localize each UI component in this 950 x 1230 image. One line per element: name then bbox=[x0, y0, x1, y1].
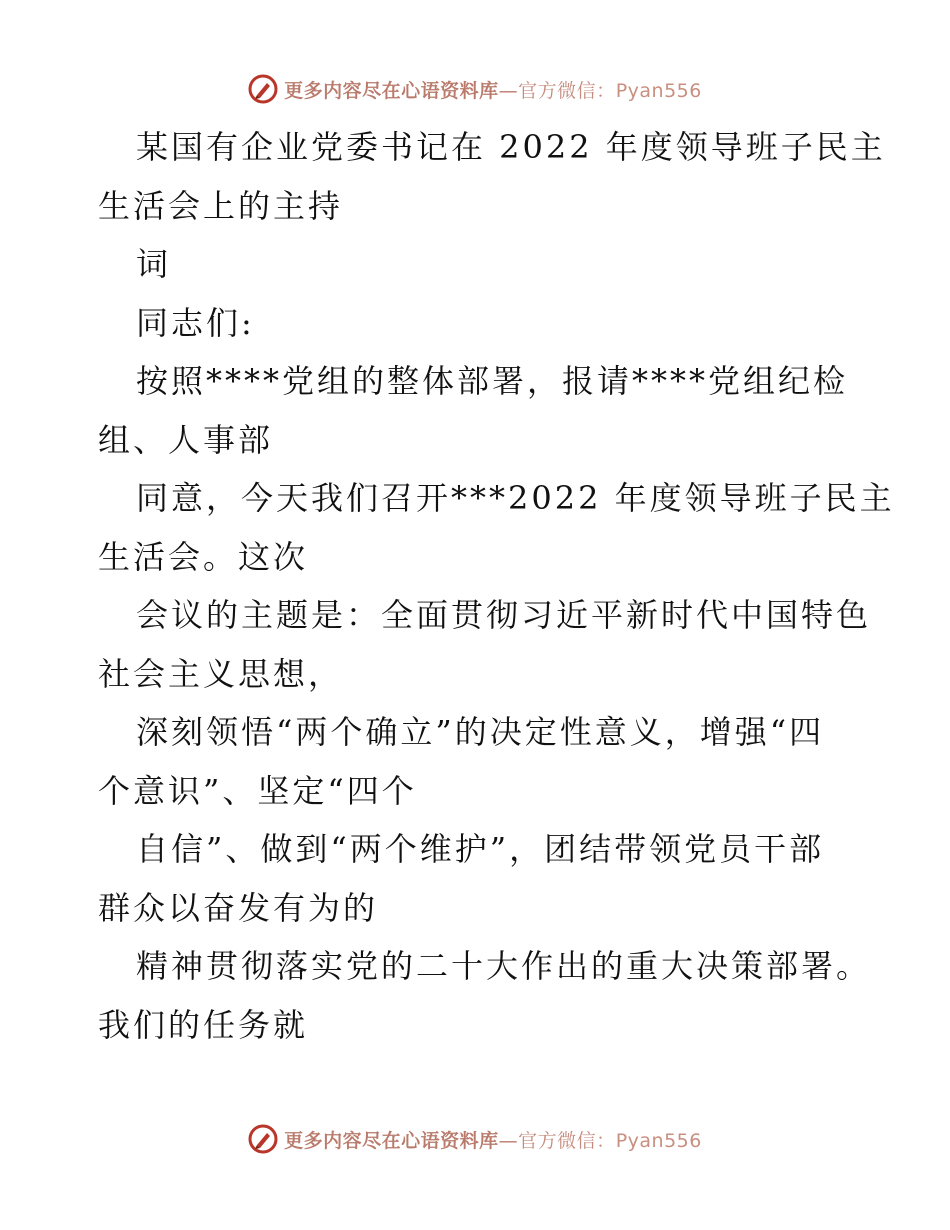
document-text-line: 自信”、做到“两个维护”，团结带领党员干部 bbox=[136, 830, 825, 868]
document-text-line: 同意，今天我们召开***2022 年度领导班子民主 bbox=[136, 479, 895, 517]
document-text-line: 生活会上的主持 bbox=[98, 186, 344, 225]
header-banner-text bbox=[284, 76, 702, 103]
header-wechat-label: 官方微信： bbox=[518, 79, 616, 102]
document-text-line: 某国有企业党委书记在 2022 年度领导班子民主 bbox=[136, 128, 886, 166]
document-text-line: 深刻领悟“两个确立”的决定性意义，增强“四 bbox=[136, 713, 825, 751]
document-text-line: 群众以奋发有为的 bbox=[98, 888, 379, 927]
document-text-line: 按照****党组的整体部署，报请****党组纪检 bbox=[136, 362, 849, 400]
pen-logo-icon bbox=[248, 1124, 278, 1154]
document-text-line: 会议的主题是：全面贯彻习近平新时代中国特色 bbox=[136, 596, 872, 634]
header-dash: — bbox=[498, 79, 519, 102]
footer-banner bbox=[0, 1122, 950, 1156]
footer-wechat-id: Pyan556 bbox=[615, 1129, 702, 1152]
footer-site-name: 更多内容尽在心语资料库 bbox=[284, 1129, 499, 1152]
document-text-line: 词 bbox=[136, 245, 172, 283]
document-text-line: 个意识”、坚定“四个 bbox=[98, 771, 417, 810]
document-text-line: 精神贯彻落实党的二十大作出的重大决策部署。 bbox=[136, 947, 872, 985]
footer-wechat-label: 官方微信： bbox=[518, 1129, 616, 1152]
footer-banner-text bbox=[284, 1126, 702, 1153]
document-text-line: 社会主义思想， bbox=[98, 654, 344, 693]
document-text-line: 组、人事部 bbox=[98, 420, 274, 459]
header-banner bbox=[0, 72, 950, 106]
document-text-line: 生活会。这次 bbox=[98, 537, 309, 576]
header-wechat-id: Pyan556 bbox=[615, 79, 702, 102]
footer-dash: — bbox=[498, 1129, 519, 1152]
document-body bbox=[98, 118, 895, 1054]
header-site-name: 更多内容尽在心语资料库 bbox=[284, 79, 499, 102]
document-text-line: 同志们: bbox=[136, 303, 255, 342]
document-text-line: 我们的任务就 bbox=[98, 1005, 309, 1044]
pen-logo-icon bbox=[248, 74, 278, 104]
